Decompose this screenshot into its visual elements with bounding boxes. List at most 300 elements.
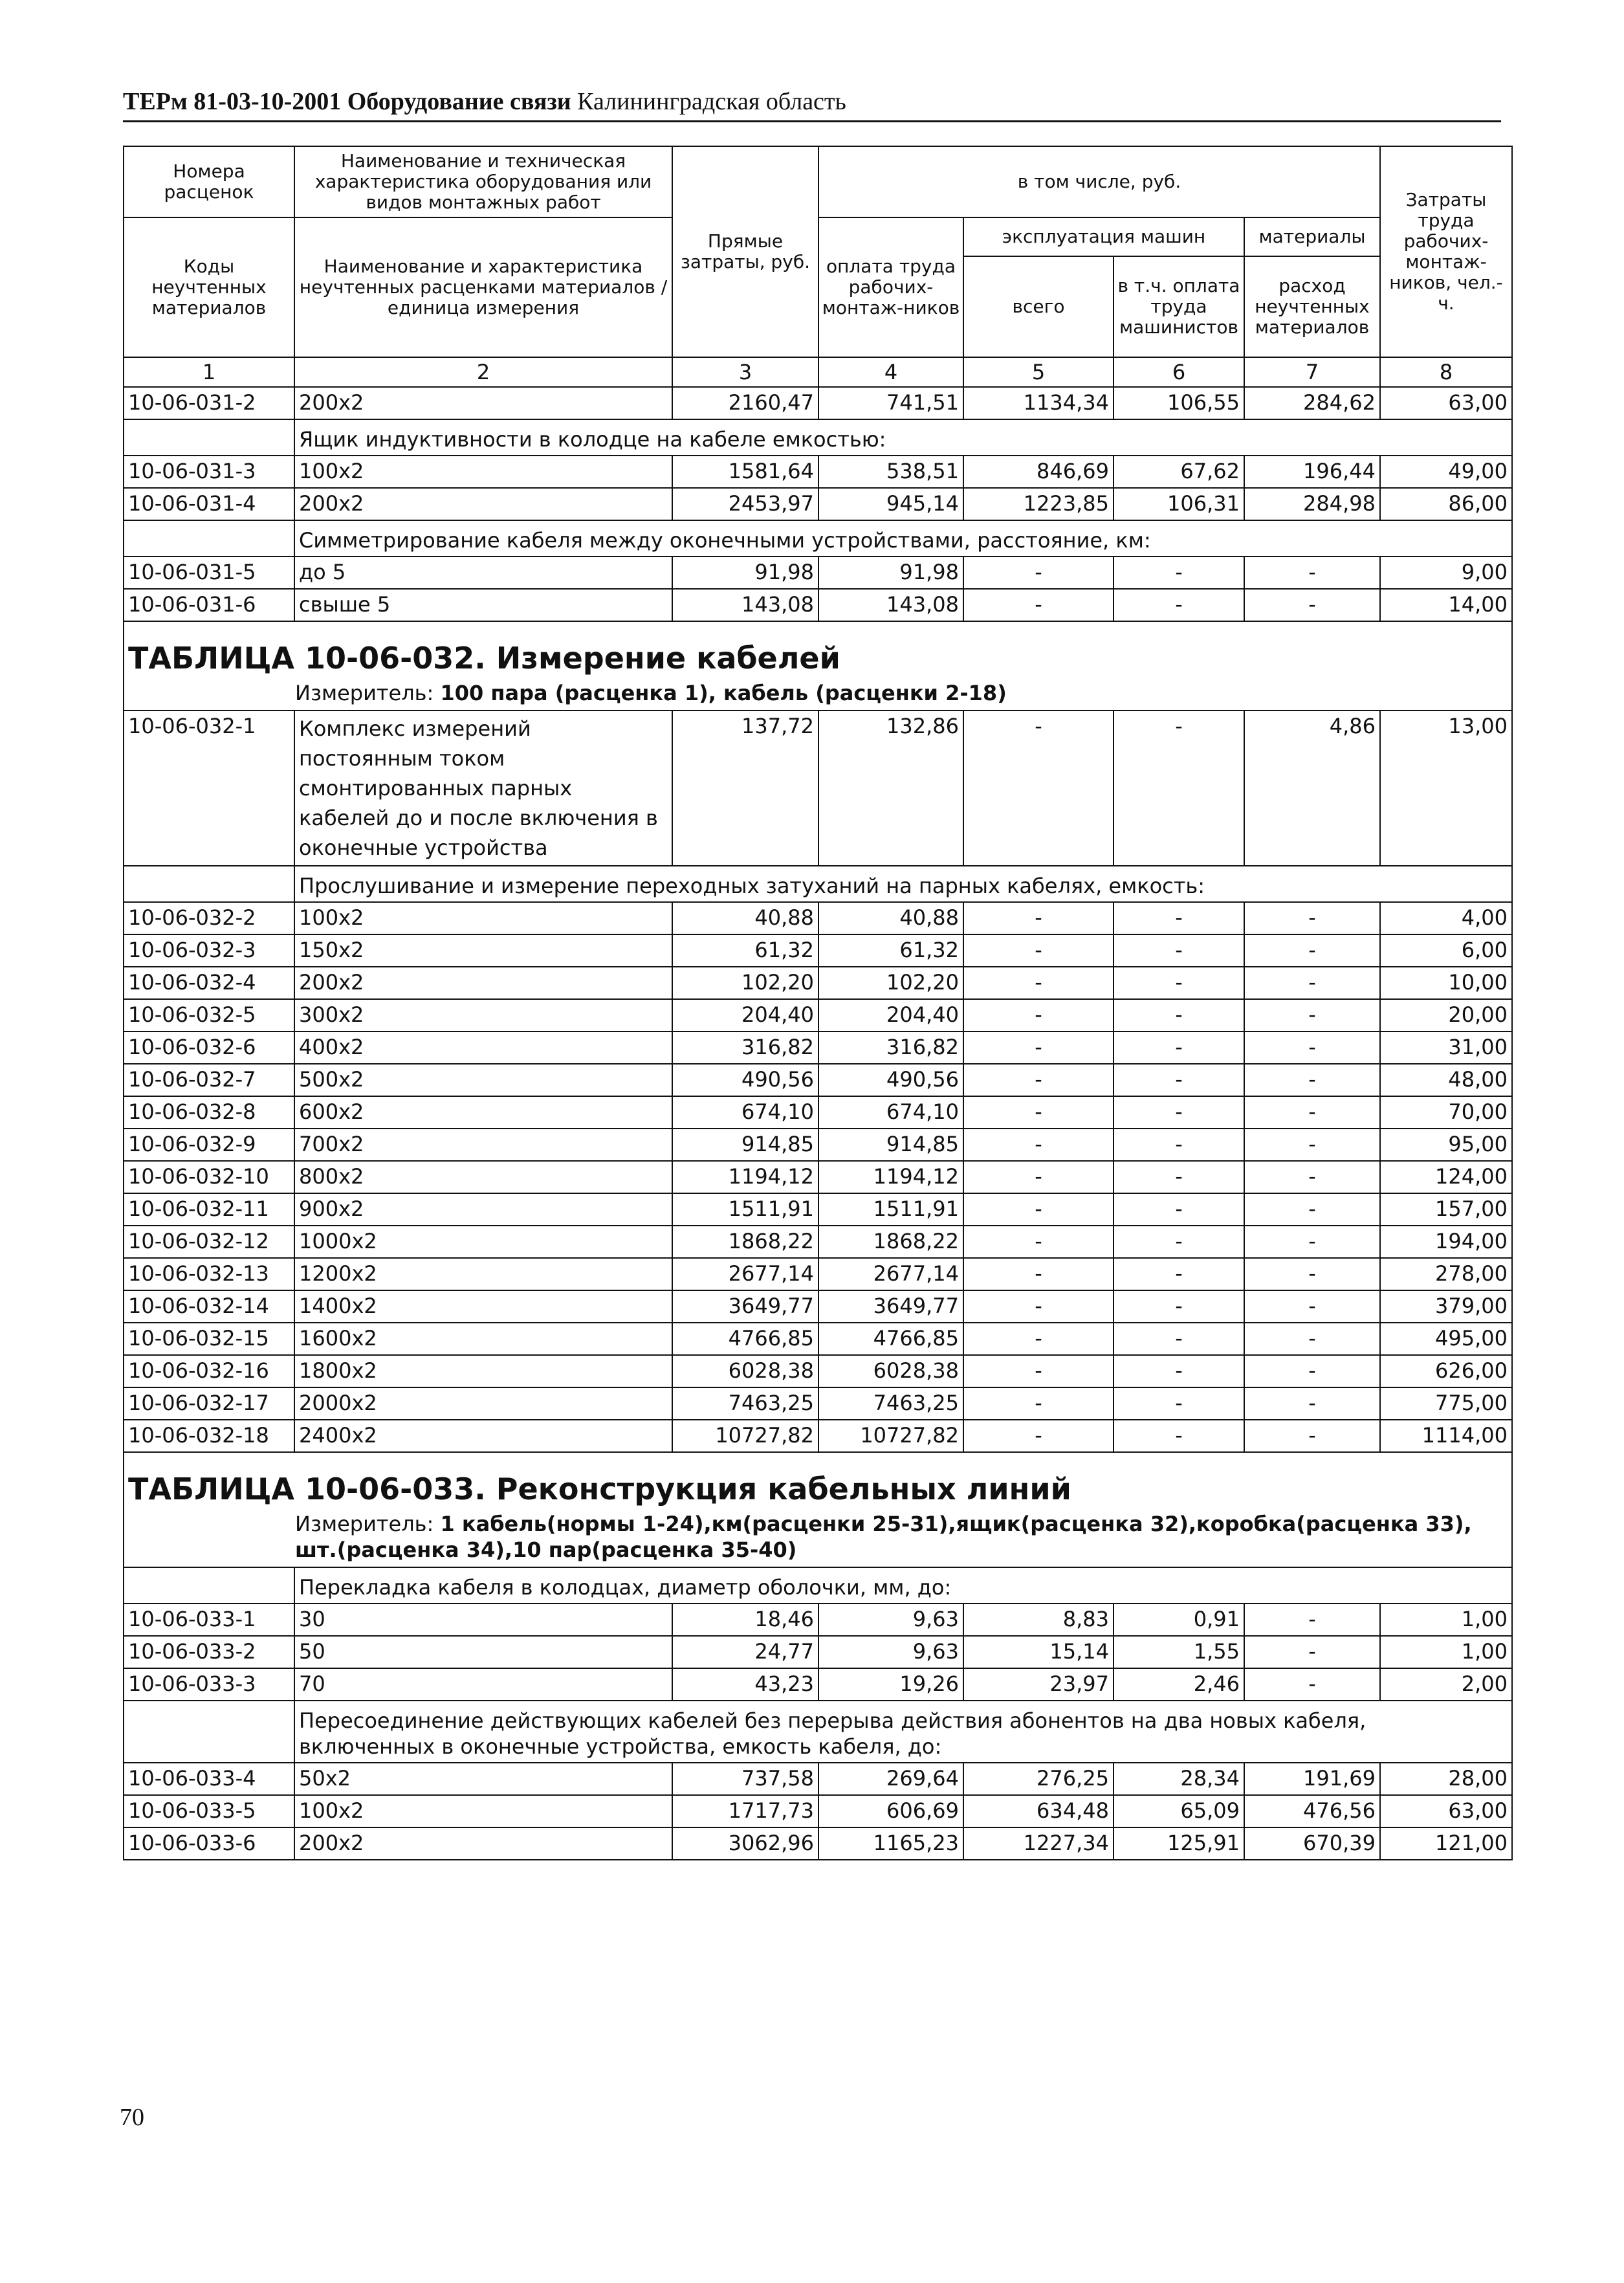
group-lead-text: Пересоединение действующих кабелей без перерыва действия абонентов на два новых кабеля, включенных в оконечные устройства, емкость кабеля, до: xyxy=(294,1701,1512,1763)
value-v7: 284,98 xyxy=(1244,488,1380,520)
table-row xyxy=(124,1604,1512,1636)
lead-empty-code xyxy=(124,419,294,456)
value-v4: 1868,22 xyxy=(818,1226,963,1258)
rate-name: 100x2 xyxy=(294,456,672,488)
value-v7: - xyxy=(1244,902,1380,934)
table-row xyxy=(124,1795,1512,1827)
col-number: 7 xyxy=(1244,357,1380,387)
rate-name: 200x2 xyxy=(294,1827,672,1860)
value-v6: 2,46 xyxy=(1114,1668,1244,1701)
value-v5: - xyxy=(963,1096,1114,1129)
value-v4: 3649,77 xyxy=(818,1290,963,1323)
value-v8: 121,00 xyxy=(1380,1827,1512,1860)
col-number: 2 xyxy=(294,357,672,387)
table-section-header xyxy=(124,1452,1512,1567)
value-v4: 10727,82 xyxy=(818,1420,963,1452)
rate-name: 1400x2 xyxy=(294,1290,672,1323)
col-head-1-bottom: Коды неучтенных материалов xyxy=(124,217,294,357)
value-v6: - xyxy=(1114,1387,1244,1420)
table-row xyxy=(124,1636,1512,1668)
rate-code: 10-06-032-13 xyxy=(124,1258,294,1290)
value-v3: 102,20 xyxy=(672,967,818,999)
value-v8: 48,00 xyxy=(1380,1064,1512,1096)
group-lead-text: Перекладка кабеля в колодцах, диаметр оболочки, мм, до: xyxy=(294,1567,1512,1604)
col-head-2-top: Наименование и техническая характеристика оборудования или видов монтажных работ xyxy=(294,146,672,217)
table-row xyxy=(124,1668,1512,1701)
group-lead-row xyxy=(124,1701,1512,1763)
value-v5: - xyxy=(963,711,1114,866)
lead-empty-code xyxy=(124,520,294,557)
value-v6: - xyxy=(1114,1031,1244,1064)
value-v8: 20,00 xyxy=(1380,999,1512,1031)
value-v7: - xyxy=(1244,589,1380,621)
value-v5: - xyxy=(963,1161,1114,1193)
value-v3: 18,46 xyxy=(672,1604,818,1636)
value-v3: 2453,97 xyxy=(672,488,818,520)
value-v6: 125,91 xyxy=(1114,1827,1244,1860)
value-v5: 15,14 xyxy=(963,1636,1114,1668)
value-v7: - xyxy=(1244,1387,1380,1420)
rate-name: 200x2 xyxy=(294,967,672,999)
value-v6: - xyxy=(1114,1290,1244,1323)
table-row xyxy=(124,1355,1512,1387)
value-v5: - xyxy=(963,1387,1114,1420)
header-subject: Оборудование связи xyxy=(347,88,571,115)
value-v7: - xyxy=(1244,1129,1380,1161)
value-v7: - xyxy=(1244,1290,1380,1323)
value-v3: 61,32 xyxy=(672,934,818,967)
rate-code: 10-06-032-2 xyxy=(124,902,294,934)
value-v5: - xyxy=(963,1193,1114,1226)
value-v8: 278,00 xyxy=(1380,1258,1512,1290)
table-row xyxy=(124,902,1512,934)
rate-code: 10-06-032-18 xyxy=(124,1420,294,1452)
value-v4: 1511,91 xyxy=(818,1193,963,1226)
rate-code: 10-06-032-9 xyxy=(124,1129,294,1161)
value-v3: 24,77 xyxy=(672,1636,818,1668)
value-v6: 28,34 xyxy=(1114,1763,1244,1795)
col-head-3: Прямые затраты, руб. xyxy=(672,146,818,357)
rate-code: 10-06-032-6 xyxy=(124,1031,294,1064)
table-row xyxy=(124,456,1512,488)
group-lead-row xyxy=(124,866,1512,902)
table-row xyxy=(124,557,1512,589)
value-v8: 63,00 xyxy=(1380,1795,1512,1827)
value-v3: 137,72 xyxy=(672,711,818,866)
value-v4: 91,98 xyxy=(818,557,963,589)
col-head-7: расход неучтенных материалов xyxy=(1244,256,1380,357)
header-row-1 xyxy=(124,146,1512,217)
table-row xyxy=(124,999,1512,1031)
value-v5: - xyxy=(963,967,1114,999)
value-v5: - xyxy=(963,1064,1114,1096)
value-v3: 737,58 xyxy=(672,1763,818,1795)
value-v8: 379,00 xyxy=(1380,1290,1512,1323)
rate-code: 10-06-032-7 xyxy=(124,1064,294,1096)
table-row xyxy=(124,1161,1512,1193)
value-v5: - xyxy=(963,1290,1114,1323)
value-v3: 204,40 xyxy=(672,999,818,1031)
table-row xyxy=(124,1096,1512,1129)
value-v8: 70,00 xyxy=(1380,1096,1512,1129)
value-v4: 9,63 xyxy=(818,1636,963,1668)
rate-name: 200x2 xyxy=(294,488,672,520)
value-v6: - xyxy=(1114,589,1244,621)
value-v7: - xyxy=(1244,1031,1380,1064)
value-v4: 2677,14 xyxy=(818,1258,963,1290)
rate-name: 50 xyxy=(294,1636,672,1668)
column-numbers-row xyxy=(124,357,1512,387)
value-v8: 2,00 xyxy=(1380,1668,1512,1701)
rate-code: 10-06-032-16 xyxy=(124,1355,294,1387)
unit-text: 1 кабель(нормы 1-24),км(расценки 25-31),ящик(расценка 32),коробка(расценка 33), шт.(расценка 34),10 пар(расценка 35-40) xyxy=(295,1512,1472,1562)
lead-empty-code xyxy=(124,866,294,902)
lead-empty-code xyxy=(124,1701,294,1763)
value-v8: 495,00 xyxy=(1380,1323,1512,1355)
value-v4: 204,40 xyxy=(818,999,963,1031)
rate-code: 10-06-033-5 xyxy=(124,1795,294,1827)
value-v4: 606,69 xyxy=(818,1795,963,1827)
value-v8: 775,00 xyxy=(1380,1387,1512,1420)
value-v4: 6028,38 xyxy=(818,1355,963,1387)
rate-code: 10-06-031-6 xyxy=(124,589,294,621)
value-v5: - xyxy=(963,1258,1114,1290)
section-cell xyxy=(124,621,1512,711)
value-v4: 538,51 xyxy=(818,456,963,488)
unit-label: Измеритель: xyxy=(295,681,434,705)
rate-name: 400x2 xyxy=(294,1031,672,1064)
page-header xyxy=(123,83,1501,122)
rate-name: Комплекс измерений постоянным током смонтированных парных кабелей до и после включения в оконечные устройства xyxy=(294,711,672,866)
rate-code: 10-06-032-15 xyxy=(124,1323,294,1355)
value-v3: 914,85 xyxy=(672,1129,818,1161)
unit-label: Измеритель: xyxy=(295,1512,434,1536)
col-group-materials: материалы xyxy=(1244,217,1380,256)
table-row xyxy=(124,387,1512,419)
value-v7: - xyxy=(1244,1226,1380,1258)
section-title: ТАБЛИЦА 10-06-033. Реконструкция кабельных линий xyxy=(128,1472,1071,1506)
value-v3: 3062,96 xyxy=(672,1827,818,1860)
value-v6: 106,55 xyxy=(1114,387,1244,419)
group-lead-text: Ящик индуктивности в колодце на кабеле емкостью: xyxy=(294,419,1512,456)
value-v6: 67,62 xyxy=(1114,456,1244,488)
table-row xyxy=(124,1064,1512,1096)
rate-code: 10-06-031-5 xyxy=(124,557,294,589)
table-row xyxy=(124,589,1512,621)
value-v5: 8,83 xyxy=(963,1604,1114,1636)
table-row xyxy=(124,1387,1512,1420)
value-v4: 741,51 xyxy=(818,387,963,419)
value-v8: 194,00 xyxy=(1380,1226,1512,1258)
col-number: 6 xyxy=(1114,357,1244,387)
group-lead-row xyxy=(124,1567,1512,1604)
value-v6: - xyxy=(1114,1420,1244,1452)
value-v5: - xyxy=(963,999,1114,1031)
value-v4: 674,10 xyxy=(818,1096,963,1129)
group-lead-text: Прослушивание и измерение переходных затуханий на парных кабелях, емкость: xyxy=(294,866,1512,902)
value-v4: 19,26 xyxy=(818,1668,963,1701)
value-v3: 1717,73 xyxy=(672,1795,818,1827)
rate-name: свыше 5 xyxy=(294,589,672,621)
col-number: 1 xyxy=(124,357,294,387)
col-group-machines: эксплуатация машин xyxy=(963,217,1244,256)
value-v7: 476,56 xyxy=(1244,1795,1380,1827)
rate-code: 10-06-032-12 xyxy=(124,1226,294,1258)
value-v5: 846,69 xyxy=(963,456,1114,488)
value-v7: - xyxy=(1244,934,1380,967)
table-row xyxy=(124,1763,1512,1795)
value-v7: 284,62 xyxy=(1244,387,1380,419)
table-row xyxy=(124,488,1512,520)
value-v5: 1227,34 xyxy=(963,1827,1114,1860)
value-v3: 4766,85 xyxy=(672,1323,818,1355)
rate-code: 10-06-032-3 xyxy=(124,934,294,967)
value-v7: - xyxy=(1244,1355,1380,1387)
value-v5: 1134,34 xyxy=(963,387,1114,419)
value-v7: 196,44 xyxy=(1244,456,1380,488)
value-v4: 490,56 xyxy=(818,1064,963,1096)
header-region: Калининградская область xyxy=(577,88,846,115)
value-v5: - xyxy=(963,1031,1114,1064)
value-v6: - xyxy=(1114,711,1244,866)
value-v4: 1194,12 xyxy=(818,1161,963,1193)
rate-name: 300x2 xyxy=(294,999,672,1031)
table-row xyxy=(124,1226,1512,1258)
value-v8: 124,00 xyxy=(1380,1161,1512,1193)
value-v5: 1223,85 xyxy=(963,488,1114,520)
col-number: 3 xyxy=(672,357,818,387)
value-v3: 1194,12 xyxy=(672,1161,818,1193)
rate-code: 10-06-032-5 xyxy=(124,999,294,1031)
table-row xyxy=(124,1129,1512,1161)
value-v4: 7463,25 xyxy=(818,1387,963,1420)
value-v4: 945,14 xyxy=(818,488,963,520)
value-v3: 1511,91 xyxy=(672,1193,818,1226)
rate-name: 150x2 xyxy=(294,934,672,967)
col-number: 8 xyxy=(1380,357,1512,387)
value-v6: - xyxy=(1114,1226,1244,1258)
value-v8: 28,00 xyxy=(1380,1763,1512,1795)
value-v3: 10727,82 xyxy=(672,1420,818,1452)
value-v3: 1868,22 xyxy=(672,1226,818,1258)
value-v6: 1,55 xyxy=(1114,1636,1244,1668)
table-row xyxy=(124,1323,1512,1355)
value-v7: 670,39 xyxy=(1244,1827,1380,1860)
value-v8: 6,00 xyxy=(1380,934,1512,967)
value-v3: 143,08 xyxy=(672,589,818,621)
value-v4: 9,63 xyxy=(818,1604,963,1636)
value-v5: - xyxy=(963,1323,1114,1355)
value-v3: 2160,47 xyxy=(672,387,818,419)
value-v7: - xyxy=(1244,1258,1380,1290)
rate-code: 10-06-032-4 xyxy=(124,967,294,999)
value-v5: - xyxy=(963,589,1114,621)
value-v8: 10,00 xyxy=(1380,967,1512,999)
value-v8: 1,00 xyxy=(1380,1636,1512,1668)
rate-name: 600x2 xyxy=(294,1096,672,1129)
rate-name: 500x2 xyxy=(294,1064,672,1096)
value-v7: - xyxy=(1244,1420,1380,1452)
value-v6: - xyxy=(1114,557,1244,589)
value-v6: - xyxy=(1114,1161,1244,1193)
value-v7: - xyxy=(1244,1323,1380,1355)
value-v8: 95,00 xyxy=(1380,1129,1512,1161)
table-row xyxy=(124,1193,1512,1226)
value-v5: 276,25 xyxy=(963,1763,1114,1795)
table-row xyxy=(124,934,1512,967)
value-v6: - xyxy=(1114,1129,1244,1161)
rate-code: 10-06-032-1 xyxy=(124,711,294,866)
value-v5: 634,48 xyxy=(963,1795,1114,1827)
value-v7: - xyxy=(1244,557,1380,589)
value-v5: - xyxy=(963,1129,1114,1161)
value-v3: 316,82 xyxy=(672,1031,818,1064)
rate-name: 700x2 xyxy=(294,1129,672,1161)
value-v4: 4766,85 xyxy=(818,1323,963,1355)
value-v5: - xyxy=(963,1420,1114,1452)
rate-code: 10-06-033-3 xyxy=(124,1668,294,1701)
value-v3: 2677,14 xyxy=(672,1258,818,1290)
table-row xyxy=(124,1827,1512,1860)
section-unit xyxy=(124,680,1511,710)
rate-code: 10-06-032-11 xyxy=(124,1193,294,1226)
col-head-5: всего xyxy=(963,256,1114,357)
rate-name: 100x2 xyxy=(294,1795,672,1827)
rate-code: 10-06-032-14 xyxy=(124,1290,294,1323)
value-v8: 157,00 xyxy=(1380,1193,1512,1226)
value-v4: 61,32 xyxy=(818,934,963,967)
lead-empty-code xyxy=(124,1567,294,1604)
value-v8: 9,00 xyxy=(1380,557,1512,589)
table-row xyxy=(124,1258,1512,1290)
value-v7: - xyxy=(1244,1636,1380,1668)
col-head-4: оплата труда рабочих-монтаж-ников xyxy=(818,217,963,357)
value-v6: 65,09 xyxy=(1114,1795,1244,1827)
header-code: ТЕРм 81-03-10-2001 xyxy=(123,88,342,115)
table-row xyxy=(124,1290,1512,1323)
value-v3: 40,88 xyxy=(672,902,818,934)
value-v3: 7463,25 xyxy=(672,1387,818,1420)
value-v5: - xyxy=(963,1355,1114,1387)
section-title: ТАБЛИЦА 10-06-032. Измерение кабелей xyxy=(128,641,840,676)
value-v4: 132,86 xyxy=(818,711,963,866)
rate-name: 800x2 xyxy=(294,1161,672,1193)
rate-code: 10-06-033-6 xyxy=(124,1827,294,1860)
rate-name: 1000x2 xyxy=(294,1226,672,1258)
value-v6: - xyxy=(1114,902,1244,934)
value-v5: 23,97 xyxy=(963,1668,1114,1701)
col-head-1-top: Номера расценок xyxy=(124,146,294,217)
col-head-2-bottom: Наименование и характеристика неучтенных расценками материалов / единица измерения xyxy=(294,217,672,357)
value-v3: 1581,64 xyxy=(672,456,818,488)
value-v5: - xyxy=(963,934,1114,967)
table-row xyxy=(124,967,1512,999)
value-v6: - xyxy=(1114,1096,1244,1129)
value-v6: - xyxy=(1114,1258,1244,1290)
value-v3: 91,98 xyxy=(672,557,818,589)
col-group-total: в том числе, руб. xyxy=(818,146,1380,217)
col-head-8: Затраты труда рабочих-монтаж-ников, чел.-ч. xyxy=(1380,146,1512,357)
rate-name: 200x2 xyxy=(294,387,672,419)
value-v7: - xyxy=(1244,1604,1380,1636)
rate-name: 100x2 xyxy=(294,902,672,934)
price-table xyxy=(123,146,1513,1860)
group-lead-row xyxy=(124,419,1512,456)
value-v7: - xyxy=(1244,1161,1380,1193)
value-v4: 316,82 xyxy=(818,1031,963,1064)
rate-code: 10-06-032-10 xyxy=(124,1161,294,1193)
group-lead-text: Симметрирование кабеля между оконечными устройствами, расстояние, км: xyxy=(294,520,1512,557)
rate-name: 2000x2 xyxy=(294,1387,672,1420)
rate-name: до 5 xyxy=(294,557,672,589)
value-v4: 102,20 xyxy=(818,967,963,999)
group-lead-row xyxy=(124,520,1512,557)
rate-name: 70 xyxy=(294,1668,672,1701)
rate-name: 1800x2 xyxy=(294,1355,672,1387)
unit-text: 100 пара (расценка 1), кабель (расценки 2-18) xyxy=(440,681,1007,705)
value-v6: - xyxy=(1114,967,1244,999)
value-v3: 674,10 xyxy=(672,1096,818,1129)
table-row xyxy=(124,711,1512,866)
table-row xyxy=(124,1031,1512,1064)
value-v8: 86,00 xyxy=(1380,488,1512,520)
value-v5: - xyxy=(963,557,1114,589)
value-v8: 1114,00 xyxy=(1380,1420,1512,1452)
rate-name: 900x2 xyxy=(294,1193,672,1226)
rate-name: 1600x2 xyxy=(294,1323,672,1355)
rate-code: 10-06-033-2 xyxy=(124,1636,294,1668)
col-head-6: в т.ч. оплата труда машинистов xyxy=(1114,256,1244,357)
value-v3: 3649,77 xyxy=(672,1290,818,1323)
value-v8: 14,00 xyxy=(1380,589,1512,621)
value-v8: 13,00 xyxy=(1380,711,1512,866)
value-v7: - xyxy=(1244,1064,1380,1096)
section-unit xyxy=(124,1511,1511,1567)
value-v3: 43,23 xyxy=(672,1668,818,1701)
col-number: 4 xyxy=(818,357,963,387)
value-v6: - xyxy=(1114,1323,1244,1355)
value-v4: 269,64 xyxy=(818,1763,963,1795)
value-v3: 6028,38 xyxy=(672,1355,818,1387)
value-v6: - xyxy=(1114,1193,1244,1226)
value-v7: 191,69 xyxy=(1244,1763,1380,1795)
value-v6: - xyxy=(1114,1064,1244,1096)
rate-code: 10-06-032-17 xyxy=(124,1387,294,1420)
value-v6: 0,91 xyxy=(1114,1604,1244,1636)
rate-code: 10-06-033-1 xyxy=(124,1604,294,1636)
value-v6: - xyxy=(1114,1355,1244,1387)
value-v6: 106,31 xyxy=(1114,488,1244,520)
value-v4: 40,88 xyxy=(818,902,963,934)
table-section-header xyxy=(124,621,1512,711)
value-v8: 63,00 xyxy=(1380,387,1512,419)
value-v4: 1165,23 xyxy=(818,1827,963,1860)
table-row xyxy=(124,1420,1512,1452)
rate-name: 50x2 xyxy=(294,1763,672,1795)
value-v7: - xyxy=(1244,1193,1380,1226)
rate-code: 10-06-031-4 xyxy=(124,488,294,520)
value-v7: - xyxy=(1244,1096,1380,1129)
value-v8: 31,00 xyxy=(1380,1031,1512,1064)
rate-name: 1200x2 xyxy=(294,1258,672,1290)
section-cell xyxy=(124,1452,1512,1567)
rate-name: 2400x2 xyxy=(294,1420,672,1452)
value-v6: - xyxy=(1114,999,1244,1031)
value-v4: 143,08 xyxy=(818,589,963,621)
rate-code: 10-06-033-4 xyxy=(124,1763,294,1795)
rate-code: 10-06-031-3 xyxy=(124,456,294,488)
value-v5: - xyxy=(963,902,1114,934)
